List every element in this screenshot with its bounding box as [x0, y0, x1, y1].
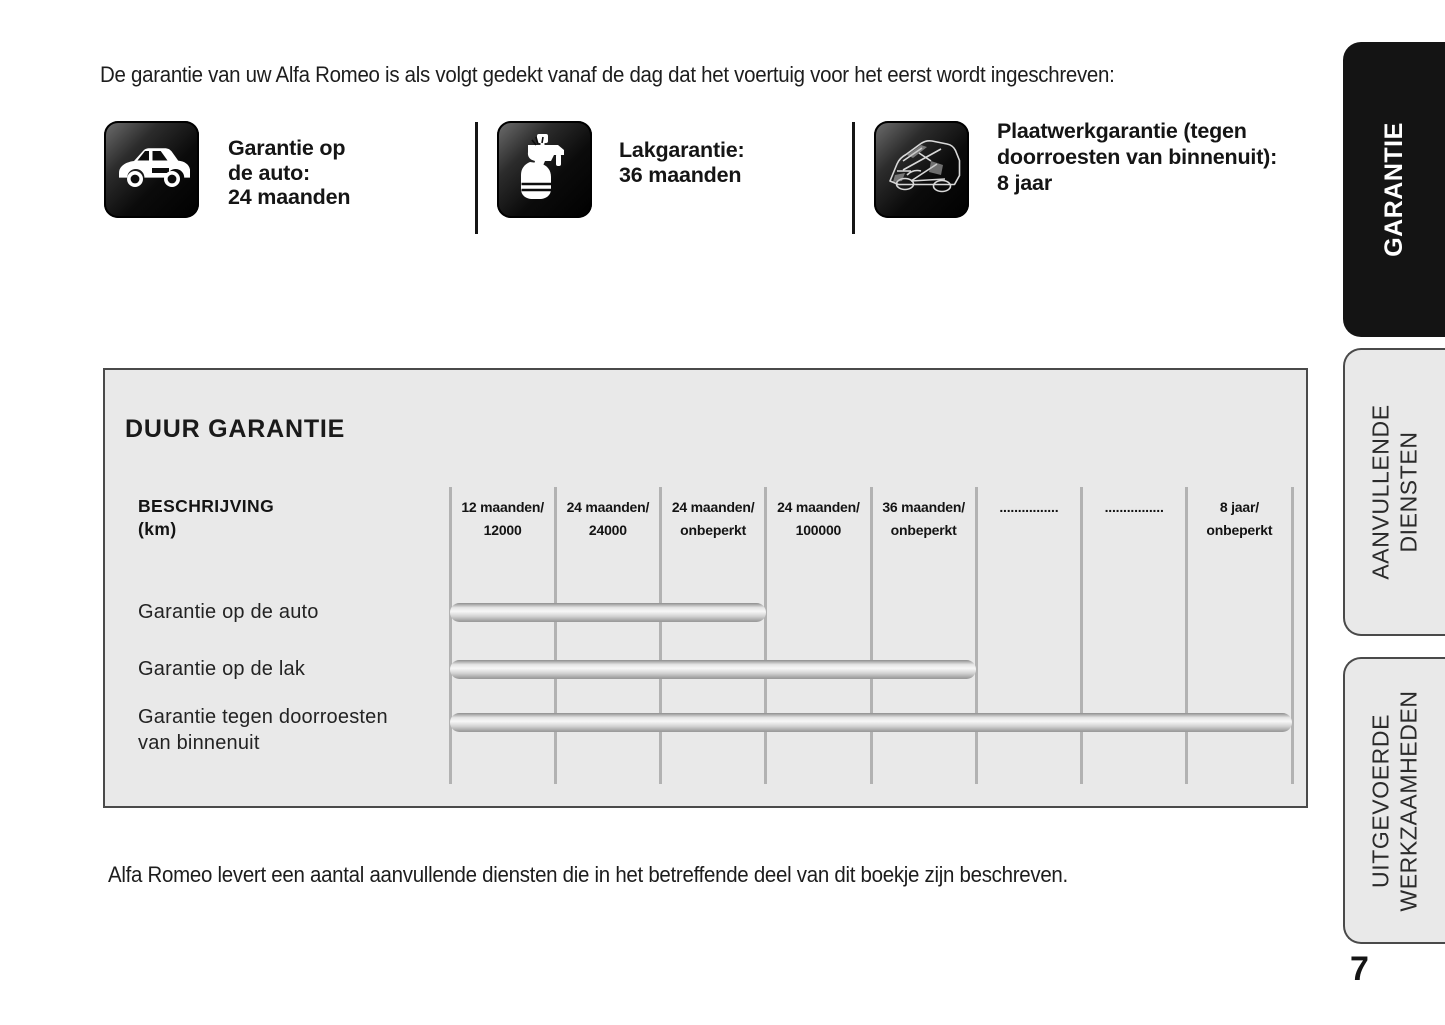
- car-warranty-badge: [104, 121, 199, 218]
- duration-column-header: 24 maanden/ 24000: [566, 499, 650, 538]
- paint-warranty-label: Lakgarantie: 36 maanden: [619, 138, 745, 187]
- duration-column-header: 36 maanden/ onbeperkt: [882, 499, 965, 538]
- tab-aanvullende-diensten-label: AANVULLENDE DIENSTEN: [1368, 404, 1423, 580]
- panel-title: DUUR GARANTIE: [125, 414, 346, 443]
- grid-line: [1080, 487, 1083, 784]
- duration-row-label: Garantie tegen doorroesten van binnenuit: [138, 706, 388, 754]
- duration-bar: [450, 660, 976, 679]
- duration-column-header: ................: [1104, 499, 1164, 515]
- duration-bar: [450, 603, 766, 622]
- bodywork-warranty-badge: [874, 121, 969, 218]
- paint-warranty-badge: [497, 121, 592, 218]
- duration-column-header: ................: [999, 499, 1059, 515]
- car-warranty-label: Garantie op de auto: 24 maanden: [228, 136, 351, 209]
- duration-column-header: 24 maanden/ onbeperkt: [671, 499, 755, 538]
- footer-note: Alfa Romeo levert een aantal aanvullende diensten die in het betreffende deel van dit boekje zijn beschreven.: [108, 862, 1068, 887]
- duration-column-header: 24 maanden/ 100000: [777, 499, 860, 538]
- duration-bar: [450, 713, 1292, 732]
- car-body-icon: [883, 131, 961, 208]
- badge-divider: [852, 122, 855, 234]
- tab-uitgevoerde-werkzaamheden: [1343, 657, 1445, 944]
- duration-row-label: Garantie op de auto: [138, 601, 319, 623]
- car-icon: [114, 141, 190, 198]
- duration-column-header: 8 jaar/ onbeperkt: [1206, 499, 1273, 538]
- spray-gun-icon: [516, 132, 574, 207]
- duration-row-label: Garantie op de lak: [138, 658, 306, 680]
- tab-uitgevoerde-werkzaamheden-label: UITGEVOERDE WERKZAAMHEDEN: [1368, 689, 1423, 912]
- duration-column-header: 12 maanden/ 12000: [461, 499, 544, 538]
- description-column-header: BESCHRIJVING (km): [138, 496, 275, 539]
- duration-warranty-panel: [103, 368, 1308, 808]
- tab-aanvullende-diensten: [1343, 348, 1445, 636]
- tab-garantie-label: GARANTIE: [1379, 122, 1408, 257]
- intro-text: De garantie van uw Alfa Romeo is als volgt gedekt vanaf de dag dat het voertuig voor het eerst wordt ingeschreven:: [100, 62, 1115, 87]
- badge-divider: [475, 122, 478, 234]
- bodywork-warranty-label: Plaatwerkgarantie (tegen doorroesten van binnenuit): 8 jaar: [997, 119, 1278, 195]
- tab-garantie: [1343, 42, 1445, 337]
- page-number: 7: [1350, 950, 1369, 988]
